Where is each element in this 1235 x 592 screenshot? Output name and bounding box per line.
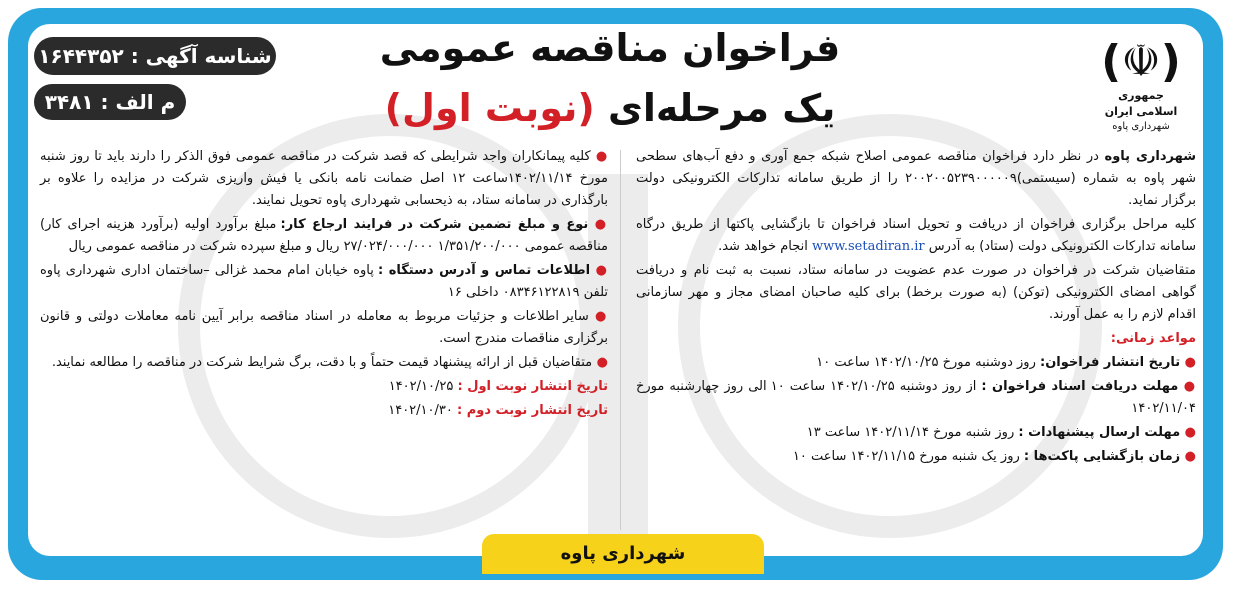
other-info-text: سایر اطلاعات و جزئیات مربوط به معامله در اسناد مناقصه برابر آیین نامه معاملات دولتی و قانون برگزاری مناقصات مندرج است. [40,309,608,346]
deadline-value: روز شنبه مورخ ۱۴۰۲/۱۱/۱۴ ساعت ۱۳ [806,425,1019,440]
column-divider [620,150,621,530]
bullet-icon: ● [1180,355,1196,370]
page-subtitle [330,80,890,136]
notice-item [40,352,608,374]
emblem-municipality: شهرداری پاوه [1112,121,1170,132]
notice-text: متقاضیان قبل از ارائه پیشنهاد قیمت حتماً و با دقت، برگ شرایط شرکت در مناقصه را مطالعه نمایند. [51,355,593,370]
deadline-item [636,376,1196,420]
bullet-icon: ● [1180,449,1196,464]
publish-first-value: ۱۴۰۲/۱۰/۲۵ [388,379,458,394]
deadlines-title: مواعد زمانی: [1110,331,1196,346]
emblem-country: جمهوری اسلامی ایران [1104,89,1178,118]
intro-paragraph [636,146,1196,212]
publish-date-first [40,376,608,398]
subtitle-main: یک مرحله‌ای [608,86,836,130]
registration-paragraph: متقاضیان شرکت در فراخوان در صورت عدم عضویت در سامانه ستاد، نسبت به ثبت نام و دریافت گواهی امضای الکترونیکی (توکن) (به صورت برخط) برای کلیه صاحبان امضای مجاز و مهر سازمانی اقدام لازم را به عمل آورند. [636,263,1196,322]
guarantee-amount-label: نوع و مبلغ تضمین شرکت در فرایند ارجاع کار: [280,217,589,232]
deadline-item [636,352,1196,374]
deadline-label: مهلت دریافت اسناد فراخوان : [981,379,1179,394]
bullet-icon: ● [1180,425,1196,440]
bullet-icon: ● [592,355,608,370]
intro-org: شهرداری پاوه [1104,149,1197,164]
deadline-label: تاریخ انتشار فراخوان: [1040,355,1181,370]
right-column [636,146,1196,470]
guarantee-amount-text: مبلغ برآورد اولیه (برآورد هزینه اجرای کار) مناقصه عمومی ۱/۳۵۱/۲۰۰/۰۰۰ ۲۷/۰۲۴/۰۰۰/۰۰۰ ریال و مبلغ سپرده شرکت در مناقصه عمومی ریال [40,217,608,254]
ad-code-badge: شناسه آگهی : ۱۶۴۴۳۵۲ [34,37,276,75]
procedure-paragraph [636,214,1196,258]
deadline-item [636,422,1196,444]
bullet-icon: ● [1178,379,1197,394]
guarantee-deadline-item [40,146,608,212]
iran-emblem-icon: (☫) [1101,36,1181,87]
publish-second-label: تاریخ انتشار نوبت دوم : [457,403,608,418]
procedure-text-a: کلیه مراحل برگزاری فراخوان از دریافت و تحویل اسناد فراخوان تا بازگشایی پاکتها از طریق درگاه سامانه تدارکات الکترونیکی دولت (ستاد) به آدرس [636,217,1196,254]
page-title: فراخوان مناقصه عمومی [379,26,841,70]
bullet-icon: ● [588,217,608,232]
ad-number-badge: م الف : ۳۴۸۱ [34,84,186,120]
bullet-icon: ● [588,309,608,324]
publish-first-label: تاریخ انتشار نوبت اول : [457,379,608,394]
deadline-label: زمان بازگشایی پاکت‌ها : [1023,449,1181,464]
bullet-icon: ● [590,149,609,164]
guarantee-amount-item [40,214,608,258]
contact-text: پاوه خیابان امام محمد غزالی –ساختمان اداری شهرداری پاوه تلفن ۰۸۳۴۶۱۲۲۸۱۹ داخلی ۱۶ [40,263,608,300]
procedure-text-b: انجام خواهد شد. [718,239,813,254]
other-info-item [40,306,608,350]
deadline-value: روز یک شنبه مورخ ۱۴۰۲/۱۱/۱۵ ساعت ۱۰ [792,449,1024,464]
left-column [40,146,608,424]
deadline-value: روز دوشنبه مورخ ۱۴۰۲/۱۰/۲۵ ساعت ۱۰ [816,355,1040,370]
contact-label: اطلاعات تماس و آدرس دستگاه : [377,263,591,278]
publish-date-second [40,400,608,422]
deadline-value: از روز دوشنبه ۱۴۰۲/۱۰/۲۵ ساعت ۱۰ الی روز چهارشنبه مورخ ۱۴۰۲/۱۱/۰۴ [636,379,1196,416]
publish-second-value: ۱۴۰۲/۱۰/۳۰ [388,403,457,418]
emblem [1096,36,1186,141]
contact-item [40,260,608,304]
setad-link[interactable]: www.setadiran.ir [812,239,925,254]
bullet-icon: ● [590,263,608,278]
footer-organization: شهرداری پاوه [482,534,764,574]
guarantee-deadline-text: کلیه پیمانکاران واجد شرایطی که قصد شرکت در مناقصه عمومی فوق الذکر را دارند باید تا روز شنبه مورخ ۱۴۰۲/۱۱/۱۴ساعت ۱۲ اصل ضمانت نامه بانکی یا فیش واریزی شرکت در مزایده را علاوه بر بارگذاری در سامانه ستاد، به ذیحسابی شهرداری پاوه تحویل نمایند. [40,149,608,208]
intro-text: در نظر دارد فراخوان مناقصه عمومی اصلاح شبکه جمع آوری و دفع آب‌های سطحی شهر پاوه به شماره (سیستمی)۲۰۰۲۰۰۵۲۳۹۰۰۰۰۰۹ را از طریق سامانه تدارکات الکترونیکی دولت برگزار نماید. [636,149,1196,208]
subtitle-round: (نوبت اول) [384,86,595,130]
deadline-label: مهلت ارسال پیشنهادات : [1018,425,1181,440]
deadline-item [636,446,1196,468]
